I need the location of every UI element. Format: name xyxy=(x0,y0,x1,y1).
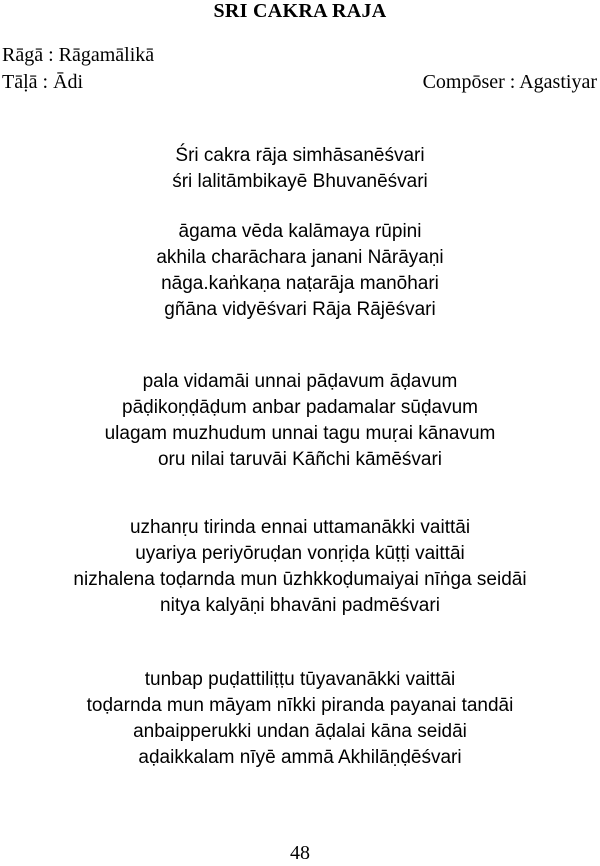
verse-line: āgama vēda kalāmaya rūpini xyxy=(178,221,422,242)
verse-line: toḍarnda mun māyam nīkki piranda payanai tandāi xyxy=(86,695,514,716)
verse-line: nitya kalyāṇi bhavāni padmēśvari xyxy=(160,595,440,616)
stanza-4 xyxy=(0,515,600,619)
verse-line: pala vidamāi unnai pāḍavum āḍavum xyxy=(142,371,458,392)
verse-line: śri lalitāmbikayē Bhuvanēśvari xyxy=(172,171,428,192)
raga-label: Rāgā : Rāgamālikā xyxy=(2,44,155,66)
verse-line: pāḍikoṇḍāḍum anbar padamalar sūḍavum xyxy=(122,397,478,418)
verse-line: uyariya periyōruḍan vonṛiḍa kūṭṭi vaittāi xyxy=(135,543,465,564)
page-title: SRI CAKRA RAJA xyxy=(213,0,387,22)
verse-line: Śri cakra rāja simhāsanēśvari xyxy=(175,145,425,166)
verse-line: nāga.kaṅkaṇa naṭarāja manōhari xyxy=(161,273,439,294)
composer-label: Compōser : Agastiyar xyxy=(422,71,597,93)
verse-line: gñāna vidyēśvari Rāja Rājēśvari xyxy=(164,299,436,320)
verse-line: aḍaikkalam nīyē ammā Akhilāṇḍēśvari xyxy=(138,747,462,768)
page-number: 48 xyxy=(290,842,310,864)
stanza-2 xyxy=(0,219,600,323)
verse-line: nizhalena toḍarnda mun ūzhkkoḍumaiyai nīṅga seidāi xyxy=(73,569,527,590)
verse-line: anbaipperukki undan āḍalai kāna seidāi xyxy=(133,721,467,742)
verse-line: uzhanṛu tirinda ennai uttamanākki vaittāi xyxy=(129,517,471,538)
verse-line: oru nilai taruvāi Kāñchi kāmēśvari xyxy=(157,449,443,470)
verse-line: ulagam muzhudum unnai tagu muṛai kānavum xyxy=(104,423,496,444)
stanza-5 xyxy=(0,667,600,771)
stanza-3 xyxy=(0,369,600,473)
stanza-1 xyxy=(0,143,600,195)
verse-line: akhila charāchara janani Nārāyaṇi xyxy=(156,247,444,268)
tala-label: Tāḷā : Ādi xyxy=(2,71,84,93)
verse-line: tunbap puḍattiliṭṭu tūyavanākki vaittāi xyxy=(144,669,456,690)
